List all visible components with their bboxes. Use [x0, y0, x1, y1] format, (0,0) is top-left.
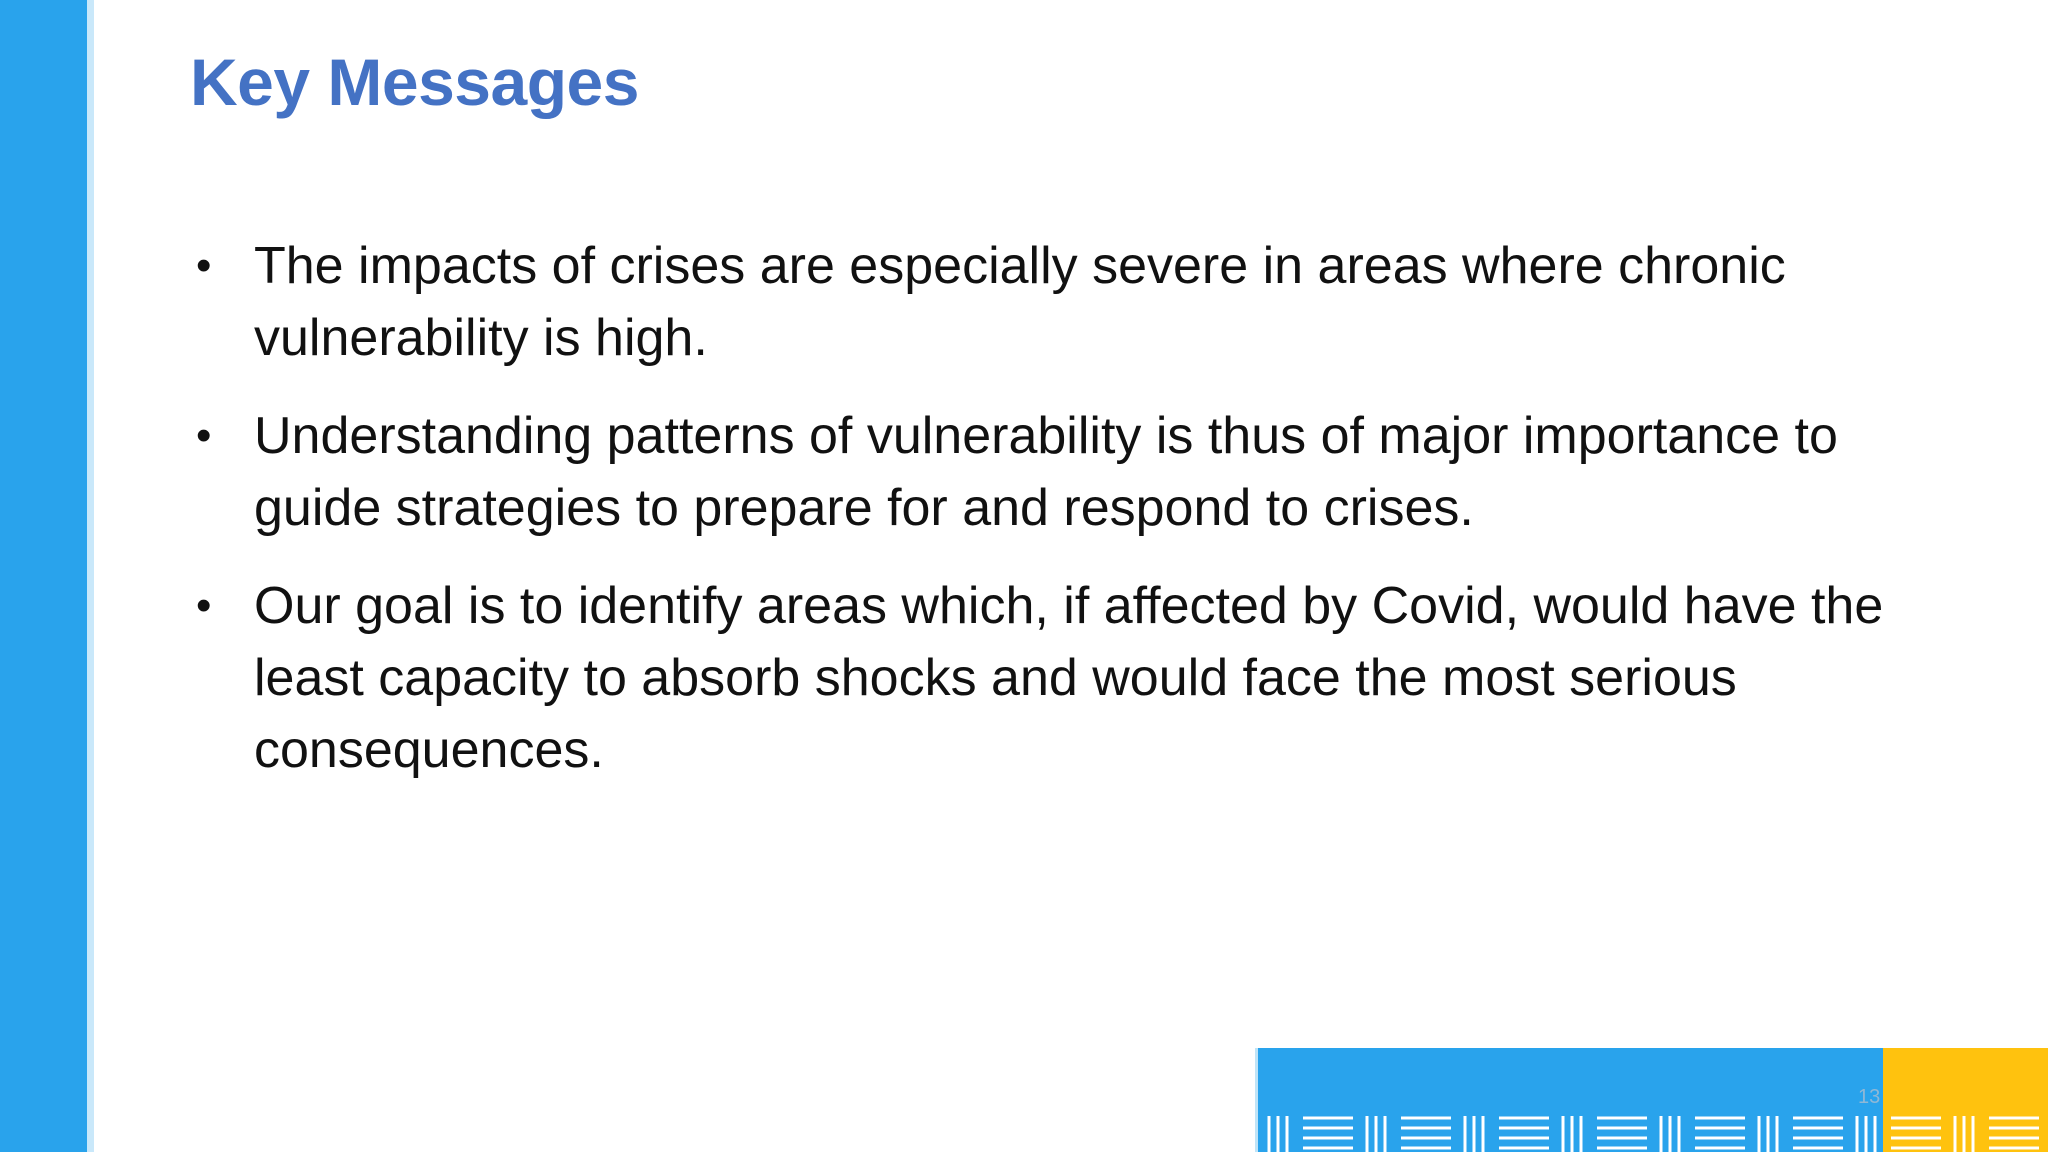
bullet-dot-icon: •	[196, 241, 212, 290]
bullet-dot-icon: •	[196, 411, 212, 460]
left-accent-bar	[0, 0, 87, 1152]
footer-decorative-band	[1255, 1048, 2048, 1152]
bullet-item	[190, 230, 1910, 374]
left-accent-bar-edge	[87, 0, 94, 1152]
slide-title: Key Messages	[190, 45, 639, 119]
bullet-item	[190, 570, 1910, 786]
bullet-dot-icon: •	[196, 581, 212, 630]
slide-number: 13	[1858, 1086, 1881, 1108]
bullet-text: Our goal is to identify areas which, if affected by Covid, would have the least capacity to absorb shocks and would face the most serious consequences.	[254, 577, 1884, 779]
bullet-item	[190, 400, 1910, 544]
bullet-text: The impacts of crises are especially severe in areas where chronic vulnerability is high.	[254, 237, 1786, 367]
bullet-text: Understanding patterns of vulnerability is thus of major importance to guide strategies to prepare for and respond to crises.	[254, 407, 1838, 537]
key-messages-list	[190, 230, 1910, 812]
footer-stripe-pattern-icon	[1255, 1108, 2048, 1152]
